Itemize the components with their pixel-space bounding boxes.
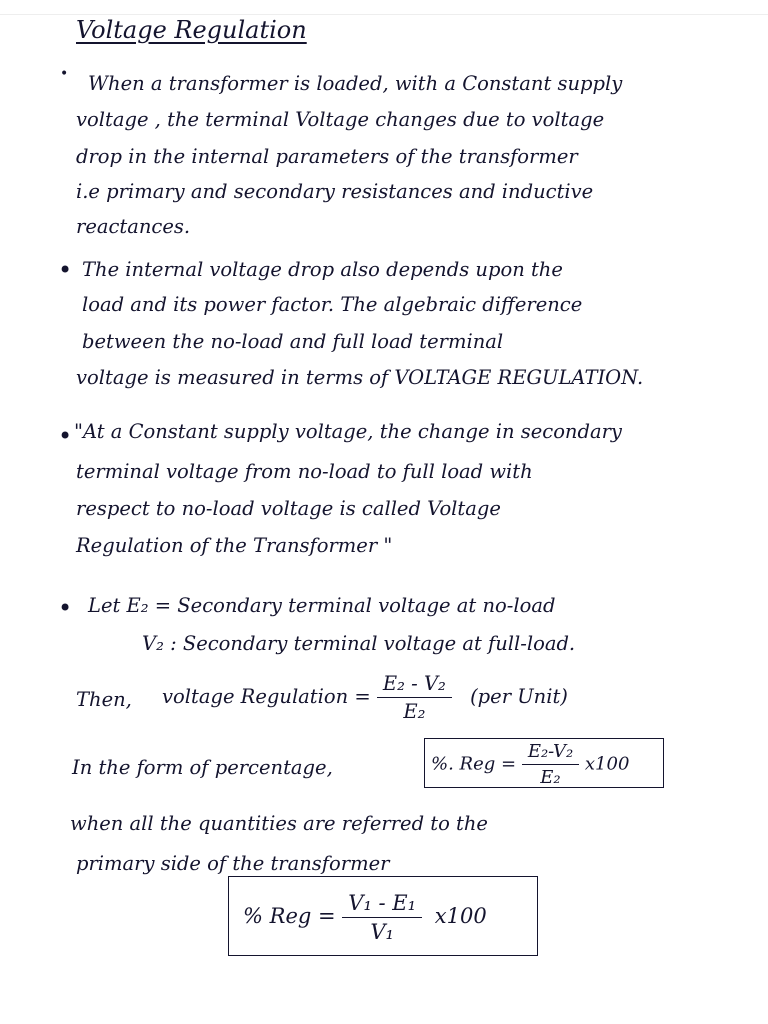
- fraction: [342, 891, 422, 944]
- para2-line: The internal voltage drop also depends upon the: [82, 258, 563, 281]
- definition-e2: Let E₂ = Secondary terminal voltage at no-load: [88, 594, 556, 617]
- para1-line: i.e primary and secondary resistances and inductive: [76, 180, 594, 203]
- bullet: •: [60, 66, 69, 82]
- para2-line: between the no-load and full load terminal: [82, 330, 504, 353]
- bullet: •: [58, 594, 73, 622]
- percentage-label: In the form of percentage,: [72, 756, 333, 779]
- para2-line: load and its power factor. The algebraic difference: [82, 293, 583, 316]
- para3-line: terminal voltage from no-load to full load with: [76, 460, 533, 483]
- fraction-denominator: E₂: [540, 767, 561, 788]
- para1-line: drop in the internal parameters of the transformer: [76, 145, 578, 168]
- formula-lhs: %. Reg =: [431, 753, 517, 775]
- percentage-formula-box: [424, 738, 664, 788]
- para1-line: reactances.: [76, 215, 191, 238]
- fraction: [522, 741, 579, 788]
- para1-line: When a transformer is loaded, with a Constant supply: [88, 72, 623, 95]
- per-unit-formula: [162, 672, 568, 723]
- fraction-numerator: V₁ - E₁: [342, 891, 422, 918]
- formula-unit: (per Unit): [470, 685, 568, 708]
- formula-label: voltage Regulation =: [162, 685, 371, 708]
- page-edge-line: [0, 14, 768, 15]
- para1-line: voltage , the terminal Voltage changes due to voltage: [76, 108, 605, 131]
- fraction-denominator: E₂: [403, 700, 426, 723]
- primary-line: when all the quantities are referred to the: [70, 812, 488, 835]
- formula-multiplier: x100: [584, 753, 630, 775]
- definition-v2: V₂ : Secondary terminal voltage at full-load.: [142, 632, 576, 655]
- bullet: •: [58, 256, 73, 284]
- fraction-numerator: E₂-V₂: [522, 741, 579, 765]
- primary-line: primary side of the transformer: [76, 852, 390, 875]
- formula-lhs: % Reg =: [243, 904, 336, 928]
- para2-line: voltage is measured in terms of VOLTAGE REGULATION.: [76, 366, 644, 389]
- fraction-denominator: V₁: [370, 920, 394, 944]
- para3-line: "At a Constant supply voltage, the change in secondary: [74, 420, 622, 443]
- final-formula-box: [228, 876, 538, 956]
- then-label: Then,: [76, 688, 132, 711]
- bullet: •: [58, 422, 73, 450]
- fraction-numerator: E₂ - V₂: [377, 672, 452, 698]
- fraction: [377, 672, 452, 723]
- para3-line: Regulation of the Transformer ": [76, 534, 393, 557]
- formula-multiplier: x100: [434, 904, 487, 928]
- page-title: Voltage Regulation: [76, 16, 307, 44]
- para3-line: respect to no-load voltage is called Voltage: [76, 497, 501, 520]
